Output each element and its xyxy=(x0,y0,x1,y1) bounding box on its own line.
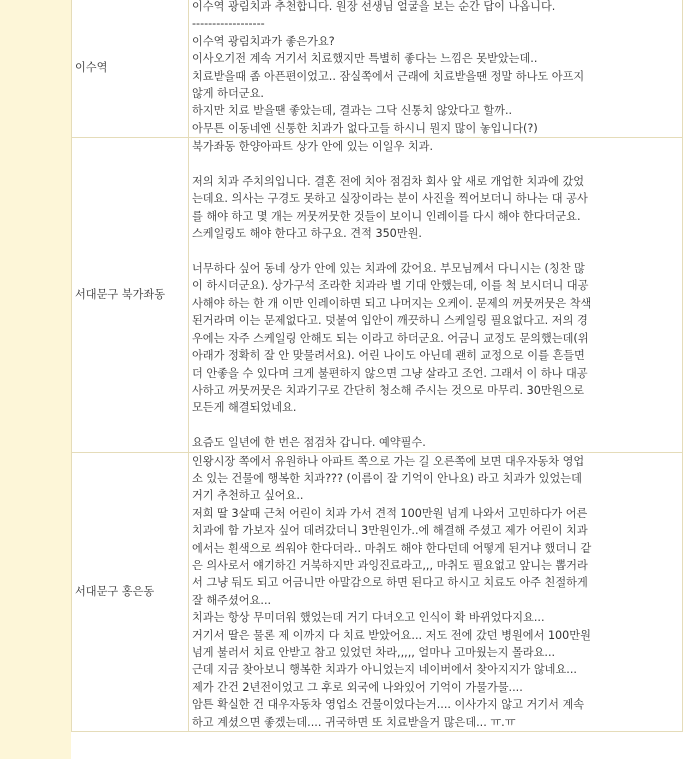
review-line: 제가 간건 2년전이었고 그 후로 외국에 나와있어 기억이 가물가물.... xyxy=(192,680,523,694)
review-line: 이수역 광림치과 추천합니다. 원장 선생님 얼굴을 보는 순간 답이 나옵니다. xyxy=(192,0,556,13)
review-line: 아무튼 이동네엔 신통한 치과가 없다고들 하시니 뭔지 많이 놓입니다(?) xyxy=(192,121,538,135)
location-cell: 이수역 xyxy=(72,0,189,138)
review-line: 않게 하더군요. xyxy=(192,87,264,101)
left-sidebar-strip xyxy=(0,0,71,759)
review-cell xyxy=(189,0,683,138)
review-line: 암튼 확실한 건 대우자동차 영업소 건물이었다는거.... 이사가지 않고 거기서 계속 xyxy=(192,698,585,712)
review-line: 잘 해주셨어요... xyxy=(192,593,272,607)
blank-line xyxy=(192,156,680,173)
review-line: 이사오기전 계속 거기서 치료했지만 특별히 좋다는 느낌은 못받았는데.. xyxy=(192,52,538,66)
table-row xyxy=(72,452,683,732)
review-line: ------------------ xyxy=(192,17,265,31)
review-line: 요즘도 일년에 한 번은 점검차 갑니다. 예약필수. xyxy=(192,436,426,450)
review-line: 서 그냥 둬도 되고 어금니만 아말감으로 하면 된다고 하시고 치료도 아주 친절하게 xyxy=(192,576,588,590)
review-line: 근데 지금 찾아보니 행복한 치과가 아니었는지 네이버에서 찾아지지가 않네요... xyxy=(192,663,577,677)
review-line: 를 해야 하고 몇 개는 꺼뭇꺼뭇한 것들이 보이니 인레이를 다시 해야 한다더군요. xyxy=(192,209,581,223)
review-line: 사하고 꺼뭇꺼뭇은 치과기구로 간단히 청소해 주시는 것으로 마무리. 30만원으로 xyxy=(192,383,585,397)
review-line: 인왕시장 쪽에서 유원하나 아파트 쪽으로 가는 길 오른쪽에 보면 대우자동차 영업 xyxy=(192,454,585,468)
blank-line xyxy=(192,417,680,434)
review-line: 거기 추천하고 싶어요.. xyxy=(192,489,304,503)
review-line: 거기서 딸은 물론 제 이까지 다 치료 받았어요... 저도 전에 갔던 병원에서 100만원 xyxy=(192,628,591,642)
location-cell: 서대문구 북가좌동 xyxy=(72,138,189,452)
review-line: 사해야 하는 한 개 이만 인레이하면 되고 나머지는 오케이. 문제의 꺼뭇꺼뭇은 착색 xyxy=(192,296,592,310)
review-line: 넘게 불러서 치료 안받고 참고 있었던 차라,,,,, 얼마나 고마웠는지 몰라요... xyxy=(192,645,556,659)
location-cell: 서대문구 홍은동 xyxy=(72,452,189,732)
review-line: 에서는 흰색으로 씌워야 한다더라.. 마취도 해야 한다던데 어떻게 된거냐 했더니 같 xyxy=(192,541,592,555)
review-line: 더 안좋을 수 있다며 크게 불편하지 않으면 그냥 살라고 조언. 그래서 이 하나 대공 xyxy=(192,366,588,380)
review-line: 치과는 항상 무미더워 했었는데 거기 다녀오고 인식이 확 바뀌었다지요... xyxy=(192,611,545,625)
review-line: 북가좌동 한양아파트 상가 안에 있는 이일우 치과. xyxy=(192,140,434,154)
review-line: 하지만 치료 받을땐 좋았는데, 결과는 그닥 신통치 않았다고 할까.. xyxy=(192,104,513,118)
review-cell xyxy=(189,452,683,732)
review-line: 는데요. 의사는 구경도 못하고 실장이라는 분이 사진을 찍어보더니 하나는 대 공사 xyxy=(192,192,588,206)
review-line: 우에는 자주 스케일링 안해도 되는 이라고 하더군요. 어금니 교정도 문의했는데(위 xyxy=(192,331,589,345)
review-line: 모든게 해결되었네요. xyxy=(192,401,297,415)
table-row xyxy=(72,138,683,452)
review-line: 된거라며 이는 문제없다고. 덧붙여 입안이 깨끗하니 스케일링 필요없다고. 저의 경 xyxy=(192,314,588,328)
review-line: 치료받을때 좀 아픈편이었고.. 잠실쪽에서 근래에 치료받을땐 정말 하나도 아프지 xyxy=(192,69,585,83)
review-line: 저의 치과 주치의입니다. 결혼 전에 치아 점검차 회사 앞 새로 개업한 치과에 갔었 xyxy=(192,175,585,189)
review-line: 하고 계셨으면 좋겠는데.... 귀국하면 또 치료받을거 많은데... ㅠ.ㅠ xyxy=(192,715,516,729)
review-line: 너무하다 싶어 동네 상가 안에 있는 치과에 갔어요. 부모님께서 다니시는 (칭찬 많 xyxy=(192,262,585,276)
review-line: 이수역 광림치과가 좋은가요? xyxy=(192,34,335,48)
review-line: 소 있는 건물에 행복한 치과??? (이름이 잘 기억이 안나요) 라고 치과가 있었는데 xyxy=(192,471,582,485)
review-line: 은 의사로서 얘기하긴 거북하지만 과잉진료라고,,, 마취도 필요없고 앞니는 뽑거라 xyxy=(192,558,588,572)
review-line: 아래가 정확히 잘 안 맞물려서요). 어린 나이도 아닌데 괜히 교정으로 이를 흔들면 xyxy=(192,349,585,363)
review-line: 이 하시더군요). 상가구석 조라한 치과라 별 기대 안했는데, 이를 척 보시더니 대공 xyxy=(192,279,589,293)
review-cell xyxy=(189,138,683,452)
recommendation-table xyxy=(71,0,683,732)
review-line: 스케일링도 해야 한다고 하구요. 견적 350만원. xyxy=(192,227,422,241)
review-line: 저희 딸 3살때 근처 어린이 치과 가서 견적 100만원 넘게 나와서 고민하다가 어른 xyxy=(192,506,588,520)
blank-line xyxy=(192,243,680,260)
review-line: 치과에 함 가보자 싶어 데려갔더니 3만원인가..에 해결해 주셨고 제가 어린이 치과 xyxy=(192,524,588,538)
table-row xyxy=(72,0,683,138)
